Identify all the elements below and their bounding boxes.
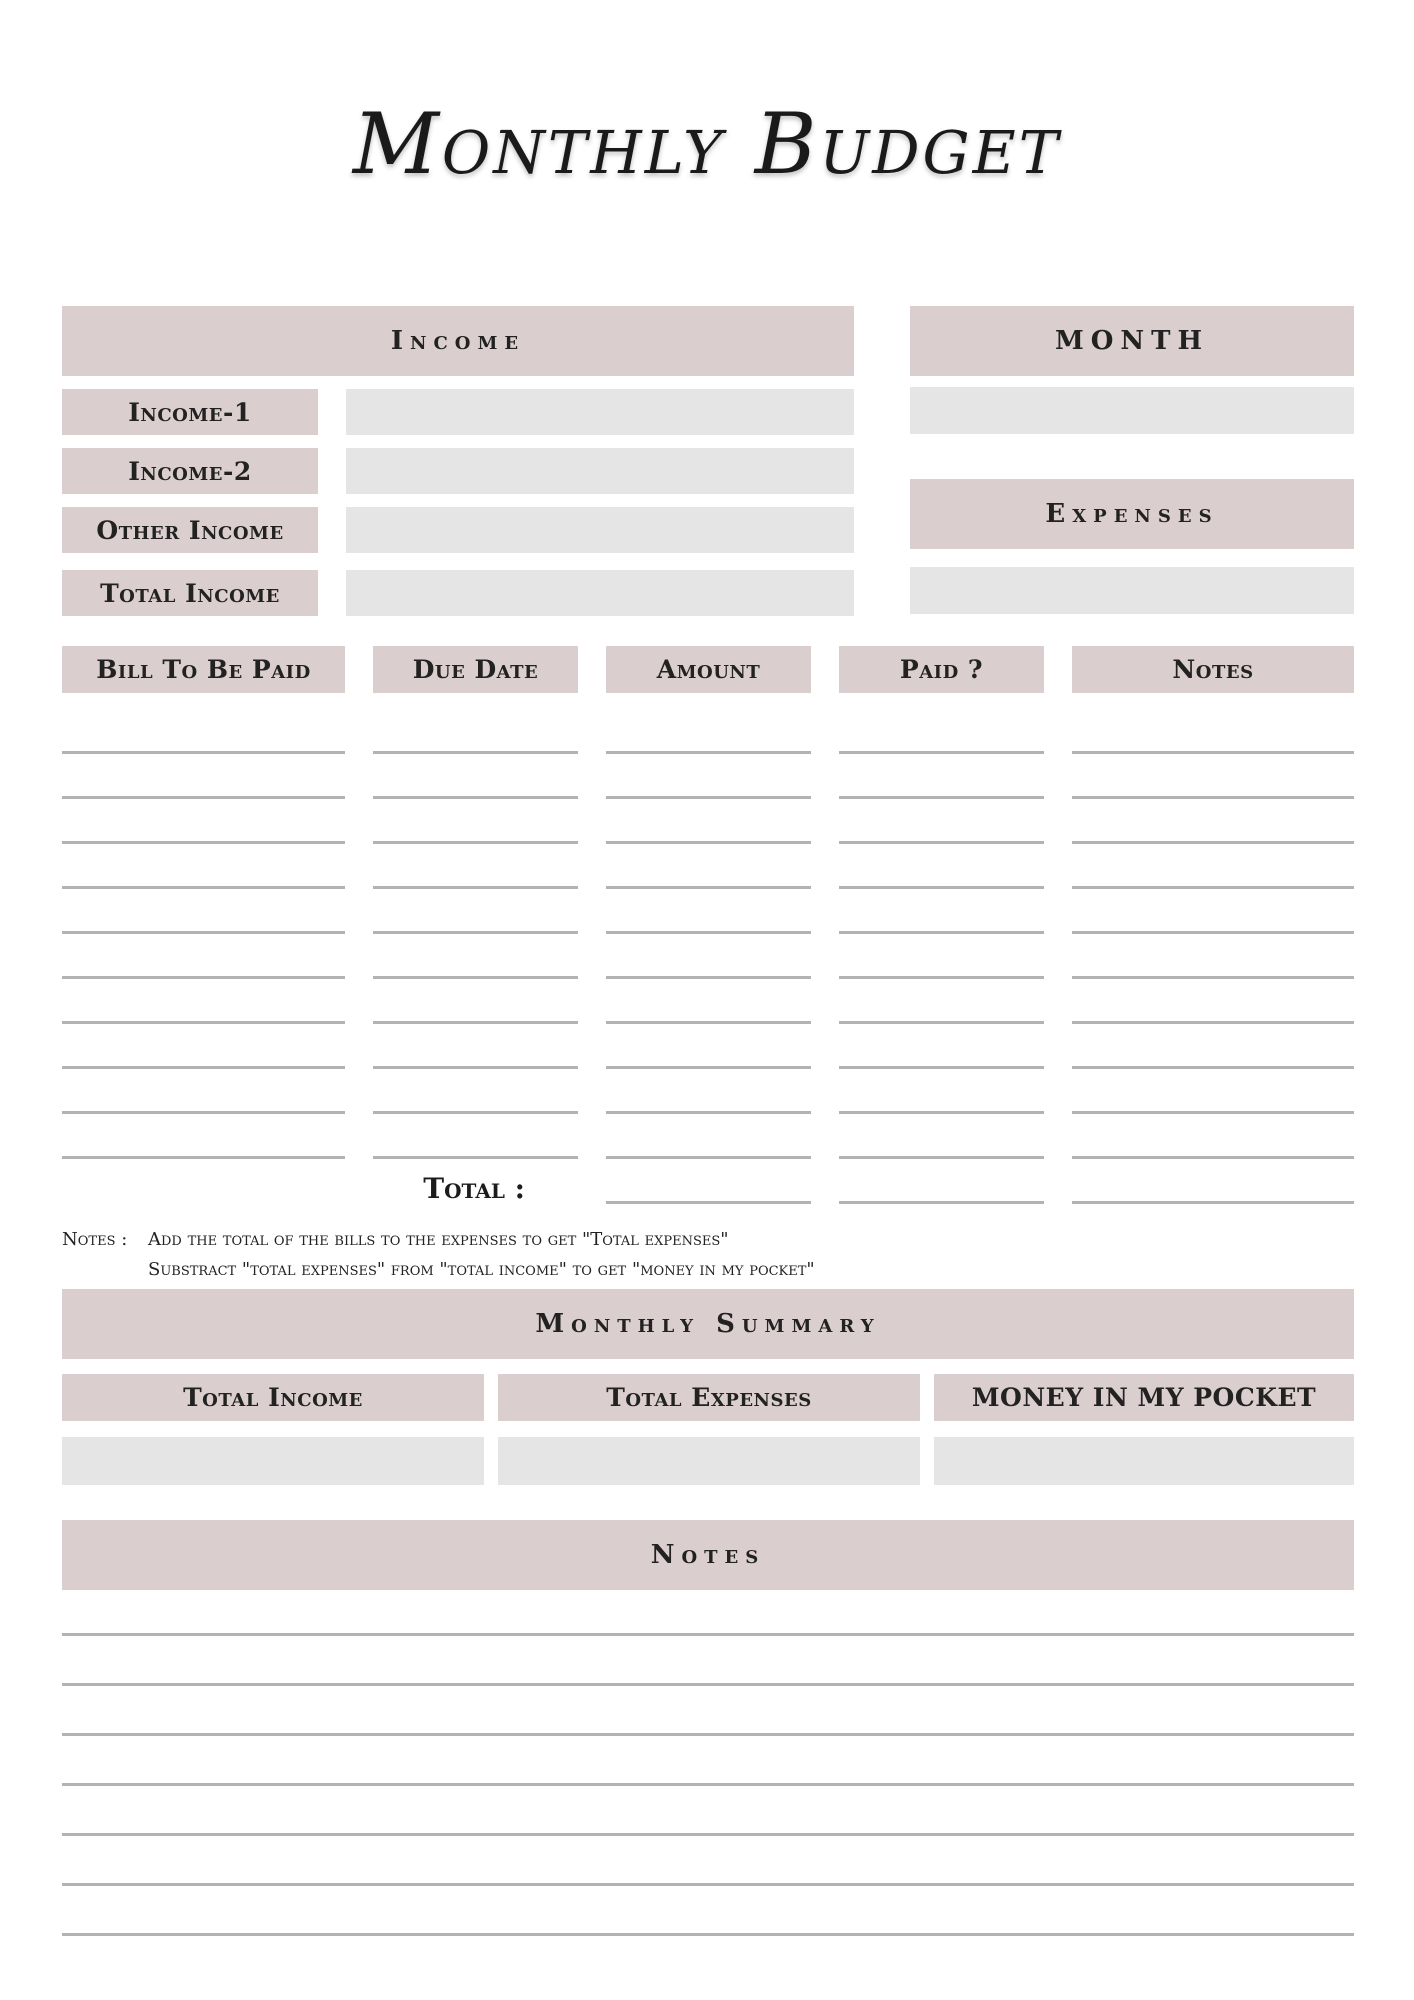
bill-entry-line[interactable] bbox=[62, 841, 345, 844]
bill-entry-line[interactable] bbox=[1072, 1156, 1354, 1159]
monthly-summary-header: Monthly Summary bbox=[62, 1289, 1354, 1359]
income-2-label: Income-2 bbox=[62, 448, 318, 494]
bill-entry-line[interactable] bbox=[839, 1066, 1044, 1069]
bill-entry-line[interactable] bbox=[839, 976, 1044, 979]
bill-entry-line[interactable] bbox=[373, 841, 578, 844]
bill-entry-line[interactable] bbox=[62, 1021, 345, 1024]
bill-column-header: Bill To Be Paid bbox=[62, 646, 345, 693]
bill-entry-line[interactable] bbox=[606, 1156, 811, 1159]
bill-entry-line[interactable] bbox=[62, 1111, 345, 1114]
bill-entry-line[interactable] bbox=[62, 751, 345, 754]
bill-entry-line[interactable] bbox=[839, 796, 1044, 799]
income-2-field[interactable] bbox=[346, 448, 854, 494]
income-1-field[interactable] bbox=[346, 389, 854, 435]
bill-entry-line[interactable] bbox=[1072, 751, 1354, 754]
bill-entry-line[interactable] bbox=[373, 931, 578, 934]
notes-header: Notes bbox=[62, 1520, 1354, 1590]
bill-entry-line[interactable] bbox=[1072, 931, 1354, 934]
bill-entry-line[interactable] bbox=[1072, 1021, 1354, 1024]
notes-line[interactable] bbox=[62, 1633, 1354, 1636]
bill-entry-line[interactable] bbox=[373, 1021, 578, 1024]
bill-entry-line[interactable] bbox=[606, 1111, 811, 1114]
bill-entry-line[interactable] bbox=[1072, 1066, 1354, 1069]
month-header: MONTH bbox=[910, 306, 1354, 376]
bill-entry-line[interactable] bbox=[373, 1156, 578, 1159]
bill-entry-line[interactable] bbox=[839, 751, 1044, 754]
bill-entry-line[interactable] bbox=[373, 976, 578, 979]
instructions-line-1: Add the total of the bills to the expenses to get "Total expenses" bbox=[148, 1229, 729, 1250]
other-income-label: Other Income bbox=[62, 507, 318, 553]
bill-entry-line[interactable] bbox=[606, 841, 811, 844]
bill-entry-line[interactable] bbox=[606, 1021, 811, 1024]
other-income-field[interactable] bbox=[346, 507, 854, 553]
bill-entry-line[interactable] bbox=[62, 931, 345, 934]
bill-entry-line[interactable] bbox=[839, 1156, 1044, 1159]
notes-line[interactable] bbox=[62, 1683, 1354, 1686]
notes-line[interactable] bbox=[62, 1933, 1354, 1936]
bill-entry-line[interactable] bbox=[1072, 886, 1354, 889]
bill-entry-line[interactable] bbox=[62, 1156, 345, 1159]
income-header: Income bbox=[62, 306, 854, 376]
bill-entry-line[interactable] bbox=[1072, 841, 1354, 844]
expenses-field[interactable] bbox=[910, 567, 1354, 614]
paid-column-header: Paid ? bbox=[839, 646, 1044, 693]
summary-total-income-label: Total Income bbox=[62, 1374, 484, 1421]
total-income-label: Total Income bbox=[62, 570, 318, 616]
bill-entry-line[interactable] bbox=[839, 886, 1044, 889]
bill-entry-line[interactable] bbox=[606, 751, 811, 754]
bill-entry-line[interactable] bbox=[62, 886, 345, 889]
total-income-field[interactable] bbox=[346, 570, 854, 616]
bill-total-line[interactable] bbox=[1072, 1201, 1354, 1204]
bill-total-line[interactable] bbox=[839, 1201, 1044, 1204]
bill-entry-line[interactable] bbox=[62, 796, 345, 799]
notes-line[interactable] bbox=[62, 1733, 1354, 1736]
bill-total-line[interactable] bbox=[606, 1201, 811, 1204]
bill-entry-line[interactable] bbox=[839, 931, 1044, 934]
bill-entry-line[interactable] bbox=[839, 1021, 1044, 1024]
income-1-label: Income-1 bbox=[62, 389, 318, 435]
bill-entry-line[interactable] bbox=[62, 1066, 345, 1069]
instructions-line-2: Substract "total expenses" from "total income" to get "money in my pocket" bbox=[148, 1259, 815, 1280]
page-title: Monthly Budget bbox=[352, 95, 1062, 193]
notes-column-header: Notes bbox=[1072, 646, 1354, 693]
bill-entry-line[interactable] bbox=[373, 751, 578, 754]
summary-money-in-pocket-field[interactable] bbox=[934, 1437, 1354, 1485]
bill-entry-line[interactable] bbox=[1072, 796, 1354, 799]
summary-total-expenses-label: Total Expenses bbox=[498, 1374, 920, 1421]
bill-entry-line[interactable] bbox=[839, 1111, 1044, 1114]
notes-line[interactable] bbox=[62, 1883, 1354, 1886]
bills-total-label: Total : bbox=[423, 1172, 525, 1205]
bill-entry-line[interactable] bbox=[606, 1066, 811, 1069]
due-date-column-header: Due Date bbox=[373, 646, 578, 693]
bill-entry-line[interactable] bbox=[606, 931, 811, 934]
bill-entry-line[interactable] bbox=[373, 1066, 578, 1069]
bill-entry-line[interactable] bbox=[1072, 1111, 1354, 1114]
bill-entry-line[interactable] bbox=[1072, 976, 1354, 979]
bill-entry-line[interactable] bbox=[606, 796, 811, 799]
summary-total-income-field[interactable] bbox=[62, 1437, 484, 1485]
notes-line[interactable] bbox=[62, 1783, 1354, 1786]
instructions-prefix: Notes : bbox=[62, 1229, 128, 1250]
bill-entry-line[interactable] bbox=[62, 976, 345, 979]
expenses-header: Expenses bbox=[910, 479, 1354, 549]
bill-entry-line[interactable] bbox=[606, 886, 811, 889]
summary-money-in-pocket-label: MONEY IN MY POCKET bbox=[934, 1374, 1354, 1421]
summary-total-expenses-field[interactable] bbox=[498, 1437, 920, 1485]
amount-column-header: Amount bbox=[606, 646, 811, 693]
bill-entry-line[interactable] bbox=[373, 796, 578, 799]
bill-entry-line[interactable] bbox=[373, 886, 578, 889]
bill-entry-line[interactable] bbox=[373, 1111, 578, 1114]
bill-entry-line[interactable] bbox=[839, 841, 1044, 844]
bill-entry-line[interactable] bbox=[606, 976, 811, 979]
month-field[interactable] bbox=[910, 387, 1354, 434]
notes-line[interactable] bbox=[62, 1833, 1354, 1836]
